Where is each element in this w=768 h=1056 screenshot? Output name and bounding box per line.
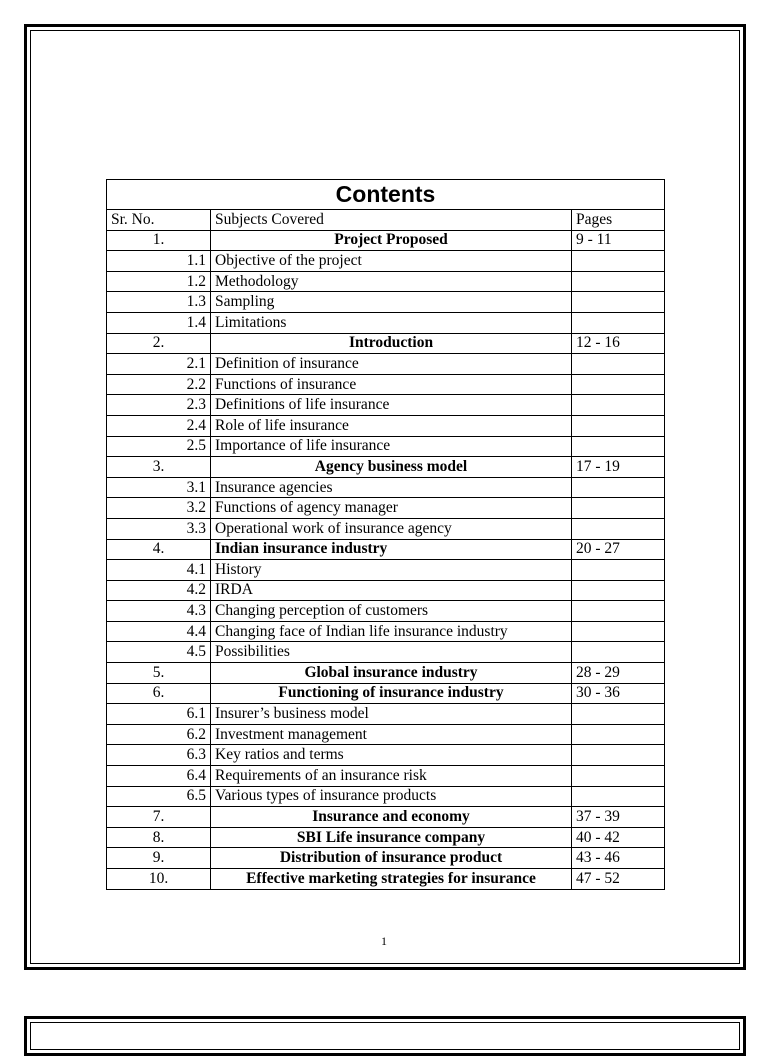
toc-sr-no: 10. xyxy=(107,869,211,890)
contents-table xyxy=(106,179,665,890)
toc-subsection-row xyxy=(107,704,665,725)
toc-subject: SBI Life insurance company xyxy=(211,827,572,848)
toc-subsection-row xyxy=(107,436,665,457)
toc-section-row xyxy=(107,539,665,560)
toc-section-row xyxy=(107,457,665,478)
toc-section-row xyxy=(107,807,665,828)
toc-sr-no: 1. xyxy=(107,230,211,251)
toc-subject: Definition of insurance xyxy=(211,354,572,375)
next-document-page xyxy=(24,1016,746,1056)
toc-sr-no: 1.3 xyxy=(107,292,211,313)
toc-pages xyxy=(572,518,665,539)
toc-sr-no: 3.2 xyxy=(107,498,211,519)
toc-subject: Functioning of insurance industry xyxy=(211,683,572,704)
toc-sr-no: 5. xyxy=(107,663,211,684)
toc-sr-no: 9. xyxy=(107,848,211,869)
toc-subsection-row xyxy=(107,766,665,787)
toc-subject: Distribution of insurance product xyxy=(211,848,572,869)
toc-sr-no: 6.2 xyxy=(107,724,211,745)
toc-subject: Sampling xyxy=(211,292,572,313)
toc-section-row xyxy=(107,827,665,848)
toc-pages: 40 - 42 xyxy=(572,827,665,848)
toc-section-row xyxy=(107,683,665,704)
toc-pages xyxy=(572,745,665,766)
toc-pages xyxy=(572,704,665,725)
toc-subject: Insurance agencies xyxy=(211,477,572,498)
toc-subject: Indian insurance industry xyxy=(211,539,572,560)
toc-pages xyxy=(572,786,665,807)
toc-subject: History xyxy=(211,560,572,581)
toc-pages xyxy=(572,580,665,601)
toc-subsection-row xyxy=(107,642,665,663)
toc-sr-no: 3.1 xyxy=(107,477,211,498)
toc-section-row xyxy=(107,230,665,251)
toc-subsection-row xyxy=(107,786,665,807)
toc-subject: Changing face of Indian life insurance industry xyxy=(211,621,572,642)
toc-pages xyxy=(572,560,665,581)
next-page-inner-border xyxy=(30,1022,740,1050)
toc-subsection-row xyxy=(107,251,665,272)
toc-subject: Various types of insurance products xyxy=(211,786,572,807)
toc-pages xyxy=(572,395,665,416)
toc-section-row xyxy=(107,663,665,684)
toc-pages xyxy=(572,312,665,333)
toc-subject: Agency business model xyxy=(211,457,572,478)
toc-subsection-row xyxy=(107,621,665,642)
toc-sr-no: 1.4 xyxy=(107,312,211,333)
toc-subject: Changing perception of customers xyxy=(211,601,572,622)
toc-sr-no: 4.4 xyxy=(107,621,211,642)
toc-pages: 12 - 16 xyxy=(572,333,665,354)
contents-body xyxy=(107,230,665,889)
toc-pages: 17 - 19 xyxy=(572,457,665,478)
toc-subject: Operational work of insurance agency xyxy=(211,518,572,539)
toc-subsection-row xyxy=(107,354,665,375)
toc-pages xyxy=(572,436,665,457)
toc-subsection-row xyxy=(107,724,665,745)
toc-section-row xyxy=(107,848,665,869)
toc-sr-no: 6. xyxy=(107,683,211,704)
page-number: 1 xyxy=(381,934,387,948)
toc-subject: IRDA xyxy=(211,580,572,601)
toc-pages xyxy=(572,374,665,395)
toc-pages xyxy=(572,477,665,498)
toc-sr-no: 6.1 xyxy=(107,704,211,725)
toc-pages xyxy=(572,292,665,313)
toc-sr-no: 3. xyxy=(107,457,211,478)
toc-subsection-row xyxy=(107,415,665,436)
toc-subject: Global insurance industry xyxy=(211,663,572,684)
toc-subsection-row xyxy=(107,518,665,539)
toc-sr-no: 3.3 xyxy=(107,518,211,539)
toc-sr-no: 2.3 xyxy=(107,395,211,416)
toc-pages xyxy=(572,251,665,272)
toc-subject: Investment management xyxy=(211,724,572,745)
toc-subject: Insurer’s business model xyxy=(211,704,572,725)
toc-pages xyxy=(572,498,665,519)
toc-subsection-row xyxy=(107,745,665,766)
toc-subsection-row xyxy=(107,312,665,333)
contents-title: Contents xyxy=(107,180,665,210)
toc-sr-no: 4. xyxy=(107,539,211,560)
toc-sr-no: 2. xyxy=(107,333,211,354)
toc-subject: Insurance and economy xyxy=(211,807,572,828)
toc-sr-no: 8. xyxy=(107,827,211,848)
toc-subject: Methodology xyxy=(211,271,572,292)
toc-pages xyxy=(572,724,665,745)
toc-section-row xyxy=(107,333,665,354)
toc-subsection-row xyxy=(107,498,665,519)
toc-pages xyxy=(572,271,665,292)
toc-pages: 9 - 11 xyxy=(572,230,665,251)
toc-sr-no: 6.5 xyxy=(107,786,211,807)
toc-subsection-row xyxy=(107,292,665,313)
toc-sr-no: 7. xyxy=(107,807,211,828)
toc-pages: 20 - 27 xyxy=(572,539,665,560)
toc-pages xyxy=(572,354,665,375)
toc-pages xyxy=(572,415,665,436)
toc-subsection-row xyxy=(107,271,665,292)
toc-sr-no: 4.3 xyxy=(107,601,211,622)
toc-subject: Effective marketing strategies for insurance xyxy=(211,869,572,890)
toc-sr-no: 6.3 xyxy=(107,745,211,766)
toc-subject: Key ratios and terms xyxy=(211,745,572,766)
toc-pages: 43 - 46 xyxy=(572,848,665,869)
toc-pages xyxy=(572,601,665,622)
toc-sr-no: 4.1 xyxy=(107,560,211,581)
header-pages: Pages xyxy=(572,210,665,231)
toc-sr-no: 2.5 xyxy=(107,436,211,457)
toc-sr-no: 4.5 xyxy=(107,642,211,663)
toc-subject: Introduction xyxy=(211,333,572,354)
toc-pages xyxy=(572,621,665,642)
toc-subject: Functions of agency manager xyxy=(211,498,572,519)
toc-pages xyxy=(572,642,665,663)
toc-subject: Requirements of an insurance risk xyxy=(211,766,572,787)
toc-pages: 37 - 39 xyxy=(572,807,665,828)
toc-subsection-row xyxy=(107,374,665,395)
toc-sr-no: 2.2 xyxy=(107,374,211,395)
header-sr-no: Sr. No. xyxy=(107,210,211,231)
toc-subject: Importance of life insurance xyxy=(211,436,572,457)
toc-subsection-row xyxy=(107,395,665,416)
toc-subject: Limitations xyxy=(211,312,572,333)
toc-subject: Project Proposed xyxy=(211,230,572,251)
toc-sr-no: 2.1 xyxy=(107,354,211,375)
toc-subsection-row xyxy=(107,477,665,498)
toc-sr-no: 6.4 xyxy=(107,766,211,787)
toc-subject: Possibilities xyxy=(211,642,572,663)
toc-subject: Objective of the project xyxy=(211,251,572,272)
toc-subsection-row xyxy=(107,580,665,601)
toc-subsection-row xyxy=(107,601,665,622)
toc-subject: Definitions of life insurance xyxy=(211,395,572,416)
toc-sr-no: 4.2 xyxy=(107,580,211,601)
toc-sr-no: 2.4 xyxy=(107,415,211,436)
toc-sr-no: 1.2 xyxy=(107,271,211,292)
toc-sr-no: 1.1 xyxy=(107,251,211,272)
toc-section-row xyxy=(107,869,665,890)
toc-pages: 28 - 29 xyxy=(572,663,665,684)
toc-subject: Functions of insurance xyxy=(211,374,572,395)
header-subjects: Subjects Covered xyxy=(211,210,572,231)
toc-pages: 47 - 52 xyxy=(572,869,665,890)
toc-pages: 30 - 36 xyxy=(572,683,665,704)
toc-subsection-row xyxy=(107,560,665,581)
toc-subject: Role of life insurance xyxy=(211,415,572,436)
toc-pages xyxy=(572,766,665,787)
